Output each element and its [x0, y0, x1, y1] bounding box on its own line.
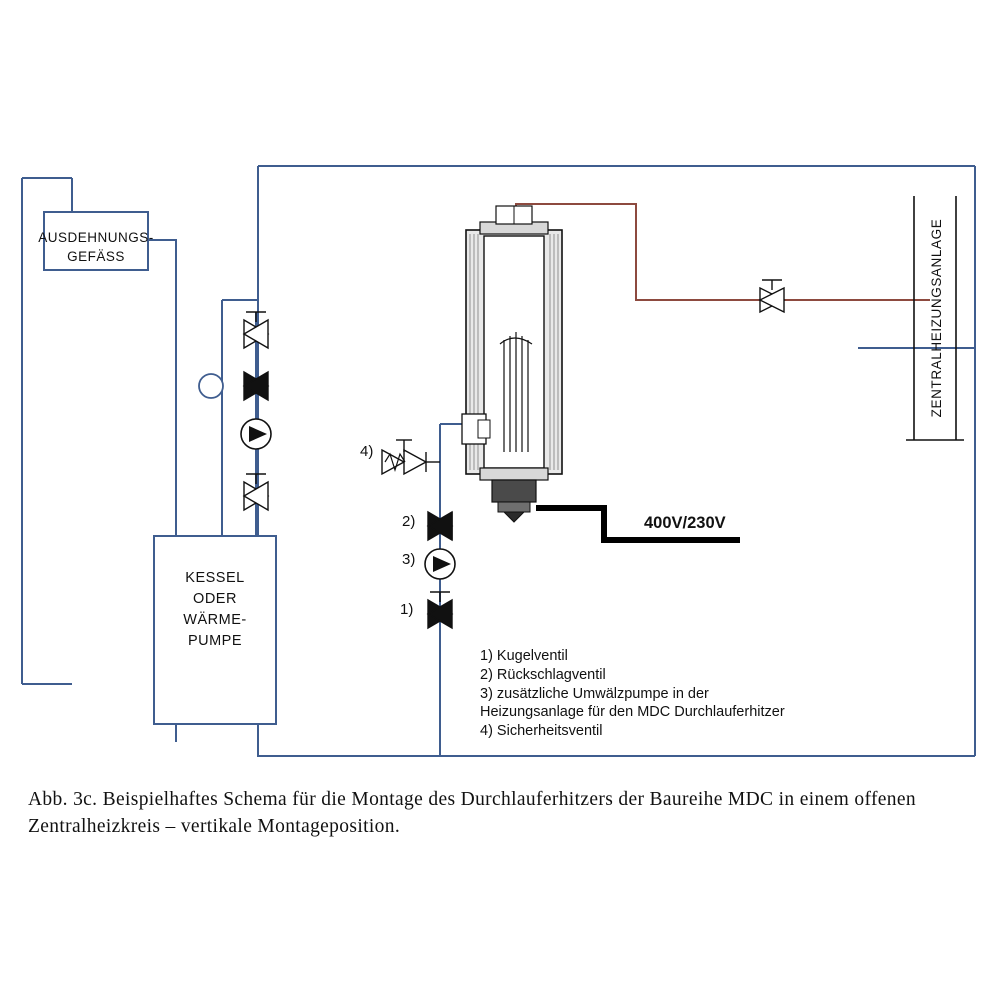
pump-left [241, 419, 271, 449]
callout-2: 2) [402, 513, 416, 530]
pump-center [425, 549, 455, 579]
red-pipe-network [516, 204, 930, 300]
callout-4: 4) [360, 443, 374, 460]
voltage-label: 400V/230V [644, 514, 726, 532]
legend-item-4: 4) Sicherheitsventil [480, 723, 603, 739]
pipe-hot-supply [516, 204, 930, 300]
boiler-label-line4: PUMPE [187, 633, 243, 649]
legend [480, 648, 785, 739]
legend-item-3-cont: Heizungsanlage für den MDC Durchlauferhitzer [480, 704, 785, 720]
mdc-heater-unit [462, 206, 562, 522]
safety-valve [382, 440, 440, 474]
callout-3: 3) [402, 551, 416, 568]
boiler-box [154, 536, 276, 724]
boiler-label-line2: ODER [193, 591, 237, 607]
heater-inner-chamber [484, 236, 544, 468]
legend-item-1: 1) Kugelventil [480, 648, 568, 664]
pipe-outer-bottom [258, 166, 975, 756]
valve-red-line [760, 280, 784, 312]
expansion-vessel-label-line2: GEFÄSS [67, 249, 125, 264]
expansion-vessel-label-line1: AUSDEHNUNGS- [38, 230, 154, 245]
legend-item-3: 3) zusätzliche Umwälzpumpe in der [480, 686, 709, 702]
gauge-left [199, 374, 223, 398]
heater-terminal-box [492, 480, 536, 502]
central-heating-unit [906, 196, 964, 440]
heater-cable-gland [504, 512, 524, 522]
figure-caption: Abb. 3c. Beispielhaftes Schema für die Montage des Durchlauferhitzers der Baureihe MDC in einem offenen Zentralheizkreis – vertikale Montageposition. [28, 789, 916, 837]
boiler-label-line1: KESSEL [185, 570, 245, 586]
boiler-label-line3: WÄRME- [183, 612, 247, 628]
legend-item-2: 2) Rückschlagventil [480, 667, 606, 683]
heater-bottom-flange [480, 468, 548, 480]
central-heating-label: ZENTRALHEIZUNGSANLAGE [929, 218, 944, 418]
callout-1: 1) [400, 601, 414, 618]
